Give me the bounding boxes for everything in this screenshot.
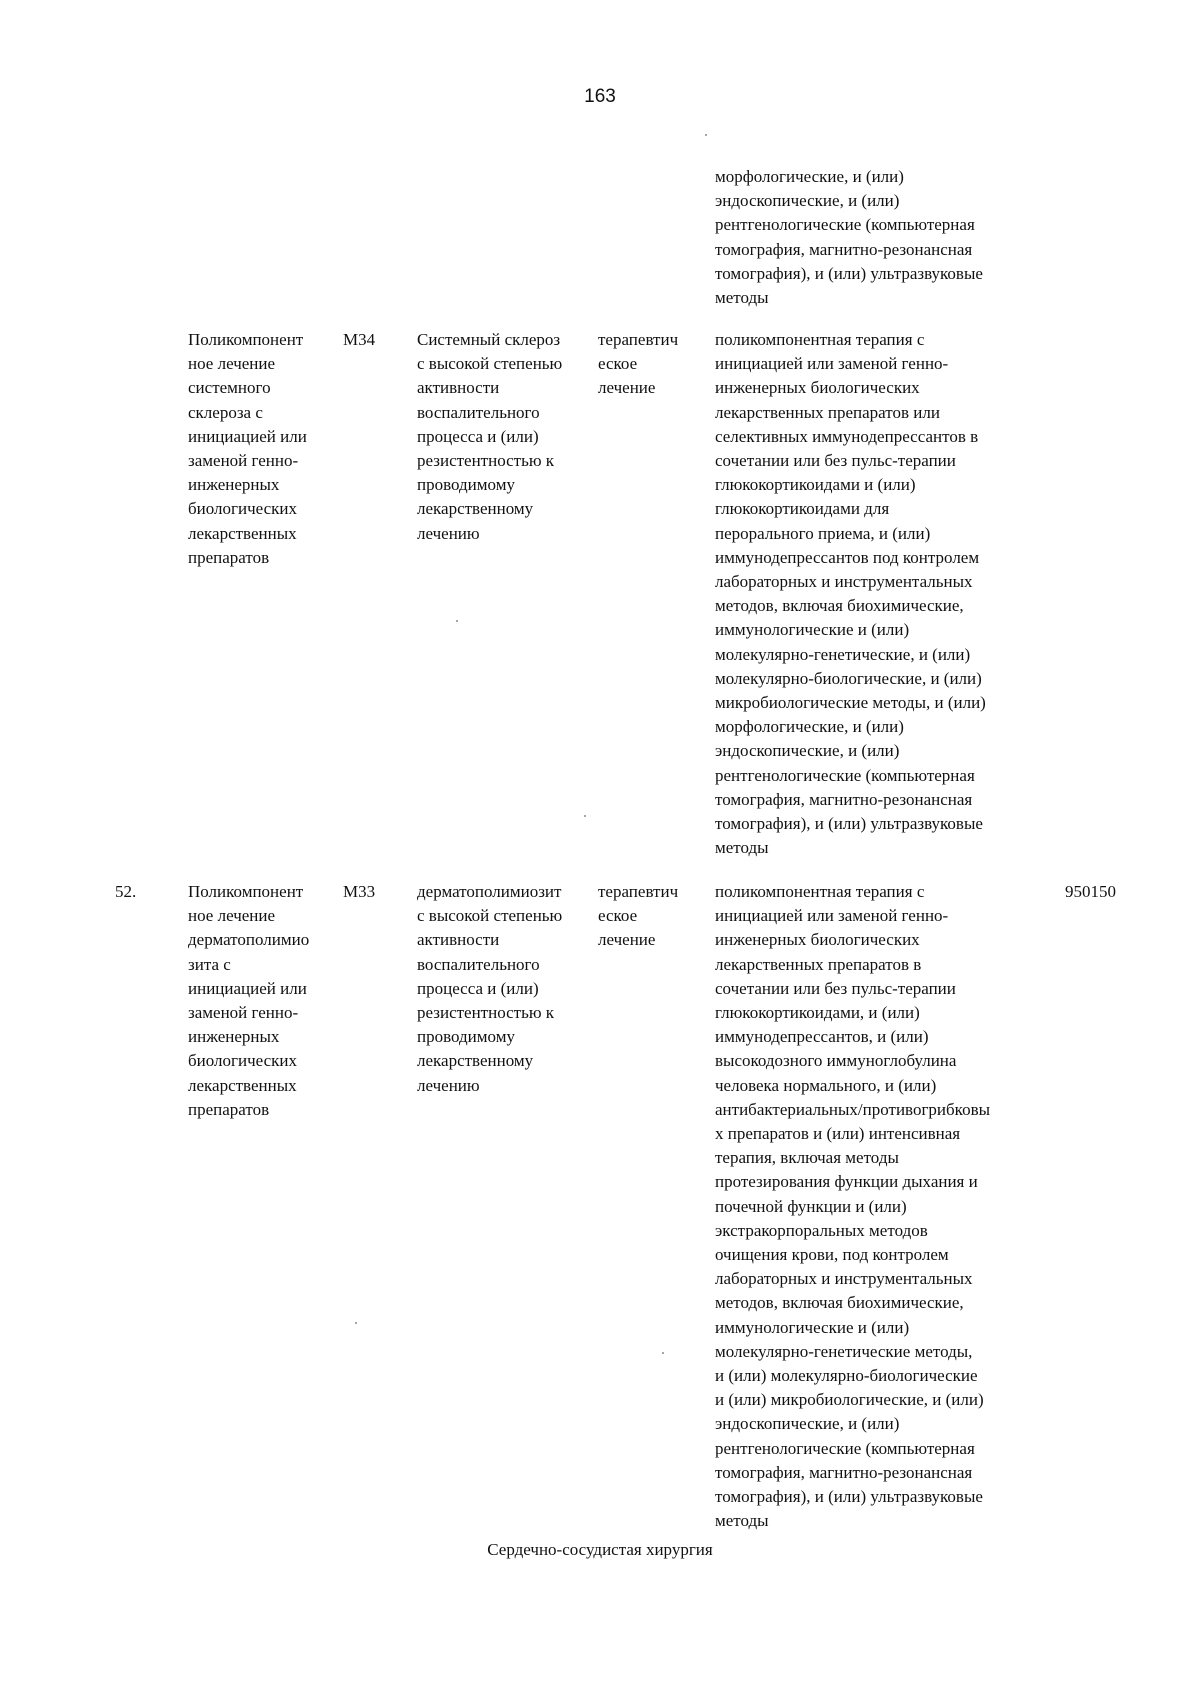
- row-number: 52.: [115, 882, 137, 901]
- cost-value: 950150: [1065, 882, 1116, 901]
- icd-code: M34: [343, 330, 376, 349]
- page-number: 163: [584, 86, 616, 107]
- scan-speck: [584, 815, 586, 817]
- treatment-method: поликомпонентная терапия с инициацией или заменой генно- инженерных биологических лекарственных препаратов в сочетании или без пульс-терапии глюкокортикоидами, и (или) иммунодепрессантов, и (или) высокодозного иммуноглобулина человека нормального, и (или) антибактериальных/противогрибковы х препаратов и (или) интенсивная терапия, включая методы протезирования функции дыхания и почечной функции и (или) экстракорпоральных методов очищения крови, под контролем лабораторных и инструментальных методов, включая биохимические, иммунологические и (или) молекулярно-генетические методы, и (или) молекулярно-биологические и (или) микробиологические, и (или) эндоскопические, и (или) рентгенологические (компьютерная томография, магнитно-резонансная томография), и (или) ультразвуковые методы: [715, 882, 991, 1531]
- treatment-name: Поликомпонент ное лечение дерматополимио зита с инициацией или заменой генно- инженерных биологических лекарственных препаратов: [188, 882, 310, 1119]
- icd-code: M33: [343, 882, 376, 901]
- scan-speck: [662, 1352, 664, 1354]
- scan-speck: [705, 134, 707, 136]
- patient-model: дерматополимиозит с высокой степенью активности воспалительного процесса и (или) резистентностью к проводимому лекарственному лечению: [417, 882, 563, 1095]
- treatment-method: поликомпонентная терапия с инициацией или заменой генно- инженерных биологических лекарственных препаратов или селективных иммунодепрессантов в сочетании или без пульс-терапии глюкокортикоидами и (или) глюкокортикоидами для перорального приема, и (или) иммунодепрессантов под контролем лабораторных и инструментальных методов, включая биохимические, иммунологические и (или) молекулярно-генетические, и (или) молекулярно-биологические, и (или) микробиологические методы, и (или) морфологические, и (или) эндоскопические, и (или) рентгенологические (компьютерная томография, магнитно-резонансная томография), и (или) ультразвуковые методы: [715, 330, 986, 858]
- treatment-type: терапевтич еское лечение: [598, 330, 679, 398]
- patient-model: Системный склероз с высокой степенью активности воспалительного процесса и (или) резистентностью к проводимому лекарственному лечению: [417, 330, 563, 543]
- scan-speck: [456, 620, 458, 622]
- section-heading: Сердечно-сосудистая хирургия: [487, 1540, 713, 1559]
- scan-speck: [355, 1322, 357, 1324]
- continued-method-text: морфологические, и (или) эндоскопические, и (или) рентгенологические (компьютерная томография, магнитно-резонансная томография), и (или) ультразвуковые методы: [715, 167, 983, 308]
- treatment-type: терапевтич еское лечение: [598, 882, 679, 950]
- treatment-name: Поликомпонент ное лечение системного склероза с инициацией или заменой генно- инженерных биологических лекарственных препаратов: [188, 330, 307, 567]
